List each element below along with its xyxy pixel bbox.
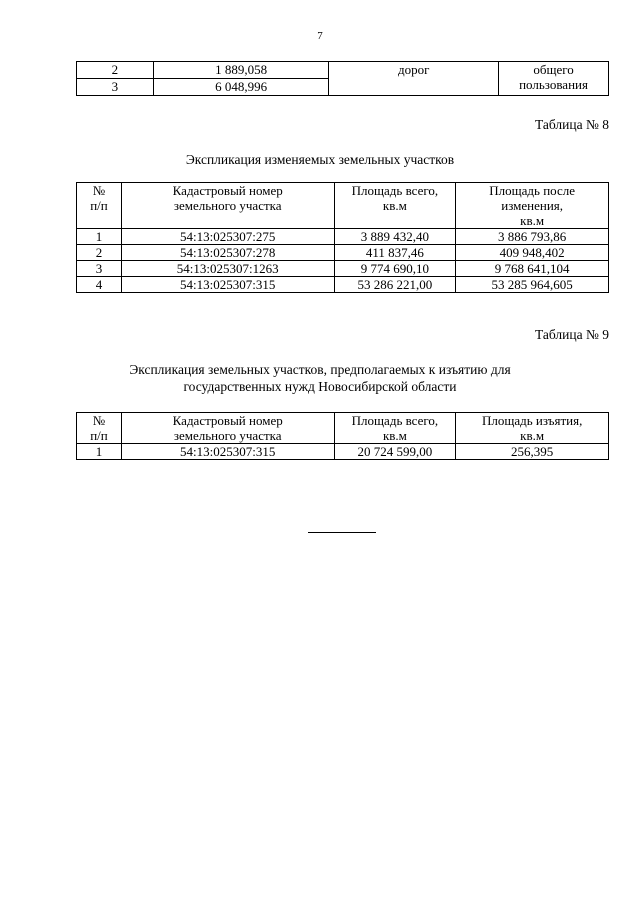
cadastral-cell: 54:13:025307:278 (121, 245, 334, 261)
area-after-cell: 409 948,402 (456, 245, 609, 261)
header-line: кв.м (382, 198, 407, 213)
table-row (77, 444, 609, 460)
row-number-cell: 1 (77, 444, 122, 460)
area-cell: 20 724 599,00 (334, 444, 456, 460)
end-rule (308, 532, 376, 533)
merged-text-cell-2 (499, 62, 609, 96)
area-cell: 3 889 432,40 (334, 229, 456, 245)
header-area-seized (456, 413, 609, 444)
table9-title (0, 361, 640, 395)
table9-title-line: государственных нужд Новосибирской области (183, 379, 457, 394)
table-row (77, 62, 609, 79)
header-area-after (456, 183, 609, 229)
header-cadastral (121, 413, 334, 444)
table-header-row (77, 183, 609, 229)
table9-caption: Таблица № 9 (535, 327, 609, 342)
area-seized-cell: 256,395 (456, 444, 609, 460)
area-cell: 9 774 690,10 (334, 261, 456, 277)
header-line: Площадь изъятия, (481, 413, 583, 428)
area-after-cell: 53 285 964,605 (456, 277, 609, 293)
table9 (76, 412, 609, 460)
area-cell: 411 837,46 (334, 245, 456, 261)
continuation-table (76, 61, 609, 96)
cadastral-cell: 54:13:025307:315 (121, 277, 334, 293)
header-num (77, 183, 122, 229)
header-line: кв.м (520, 213, 545, 228)
row-number-cell: 4 (77, 277, 122, 293)
row-number-cell: 1 (77, 229, 122, 245)
value-cell: 1 889,058 (153, 62, 329, 79)
row-number-cell: 3 (77, 261, 122, 277)
table-row (77, 261, 609, 277)
header-line: п/п (90, 428, 108, 443)
header-line: изменения, (501, 198, 564, 213)
header-line: Кадастровый номер (172, 413, 283, 428)
header-line: земельного участка (173, 428, 282, 443)
merged-text-line: пользования (519, 77, 588, 92)
header-area (334, 183, 456, 229)
row-number-cell: 2 (77, 62, 154, 79)
area-after-cell: 3 886 793,86 (456, 229, 609, 245)
cadastral-cell: 54:13:025307:1263 (121, 261, 334, 277)
table-header-row (77, 413, 609, 444)
area-after-cell: 9 768 641,104 (456, 261, 609, 277)
merged-text-cell: дорог (329, 62, 499, 96)
table-row (77, 277, 609, 293)
header-num (77, 413, 122, 444)
table9-title-line: Экспликация земельных участков, предполагаемых к изъятию для (129, 362, 511, 377)
header-line: Кадастровый номер (172, 183, 283, 198)
value-cell: 6 048,996 (153, 79, 329, 96)
header-line: Площадь всего, (351, 413, 439, 428)
header-line: земельного участка (173, 198, 282, 213)
area-cell: 53 286 221,00 (334, 277, 456, 293)
table8-caption: Таблица № 8 (535, 117, 609, 132)
merged-text-line: общего (533, 62, 574, 77)
cadastral-cell: 54:13:025307:275 (121, 229, 334, 245)
row-number-cell: 3 (77, 79, 154, 96)
header-line: Площадь после (489, 183, 576, 198)
header-line: Площадь всего, (351, 183, 439, 198)
table8 (76, 182, 609, 293)
header-cadastral (121, 183, 334, 229)
table-row (77, 245, 609, 261)
header-line: № (92, 413, 106, 428)
table8-title: Экспликация изменяемых земельных участков (185, 152, 455, 167)
header-line: № (92, 183, 106, 198)
header-line: кв.м (520, 428, 545, 443)
header-line: кв.м (382, 428, 407, 443)
table-row (77, 229, 609, 245)
header-area (334, 413, 456, 444)
header-line: п/п (90, 198, 108, 213)
cadastral-cell: 54:13:025307:315 (121, 444, 334, 460)
row-number-cell: 2 (77, 245, 122, 261)
page-number: 7 (317, 30, 323, 42)
